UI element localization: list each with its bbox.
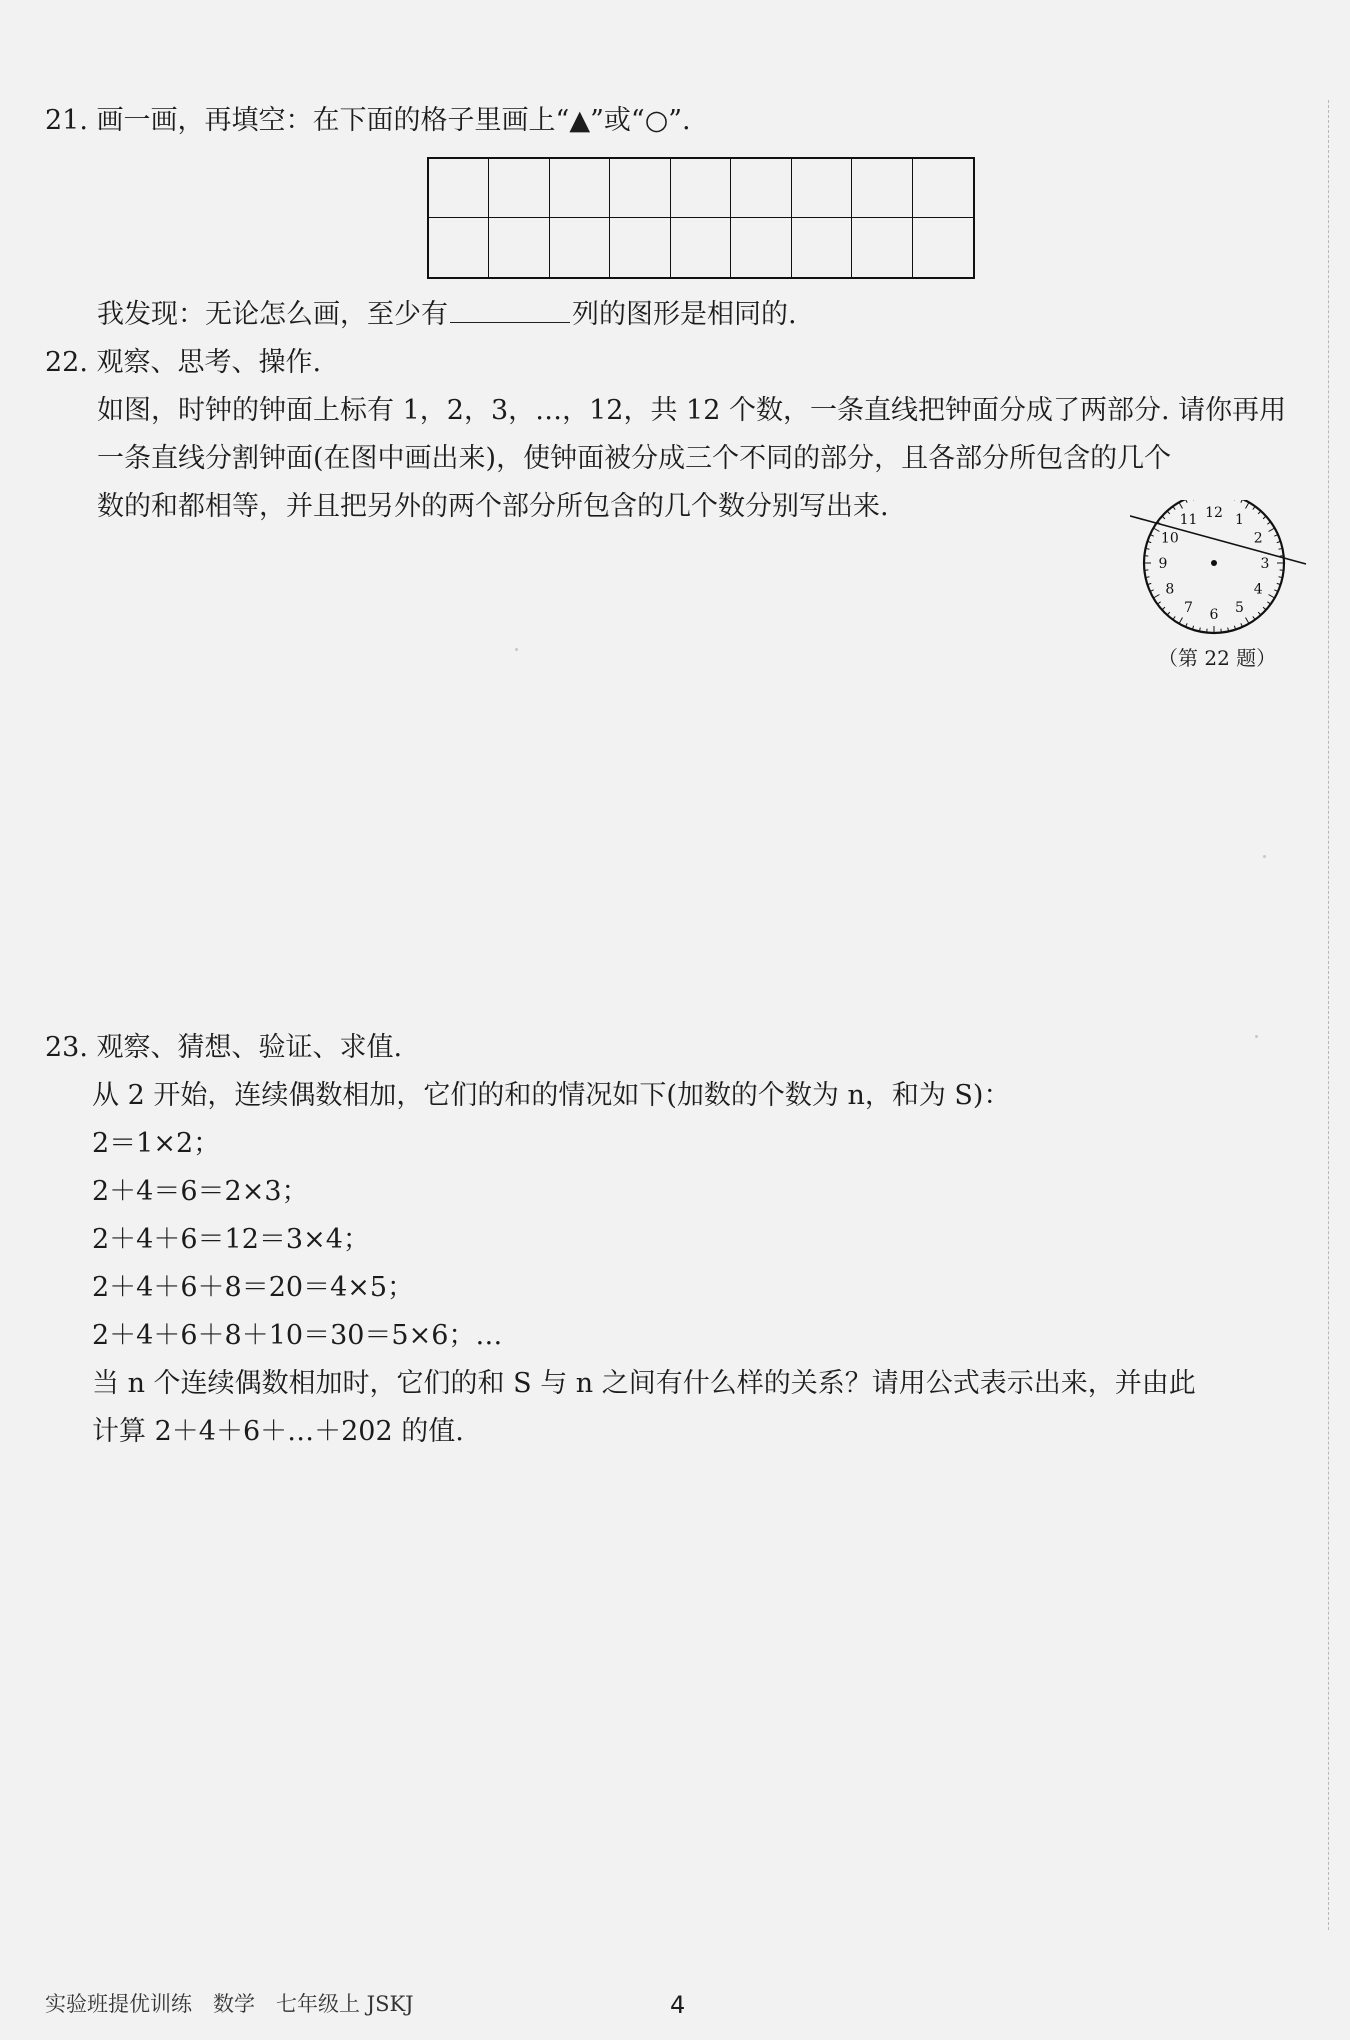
scan-speck: [515, 648, 518, 651]
page-margin-line: [1328, 100, 1329, 1930]
clock-number: 1: [1235, 511, 1244, 528]
clock-tick: [1179, 502, 1183, 508]
q22-text-line: 如图，时钟的钟面上标有 1，2，3，…，12，共 12 个数，一条直线把钟面分成了两部分. 请你再用: [97, 395, 1287, 426]
clock-number: 6: [1209, 607, 1219, 623]
grid-cell[interactable]: [913, 159, 973, 218]
clock-tick: [1258, 511, 1261, 514]
equation: 2＝1×2；: [92, 1128, 221, 1159]
clock-number: 11: [1179, 511, 1198, 528]
grid-cell[interactable]: [731, 218, 791, 277]
q23-question-line: 计算 2＋4＋6＋…＋202 的值.: [92, 1416, 464, 1447]
clock-number: 12: [1205, 505, 1223, 521]
grid-cell[interactable]: [429, 218, 489, 277]
clock-tick: [1186, 500, 1188, 503]
figure-caption: （第 22 题）: [1158, 646, 1277, 670]
clock-tick: [1153, 595, 1159, 599]
clock-number: 10: [1160, 530, 1179, 547]
q21-finding: [97, 296, 797, 333]
clock-tick: [1153, 528, 1159, 532]
clock-number: 7: [1184, 600, 1193, 617]
q23-title: 23. 观察、猜想、验证、求值.: [45, 1032, 403, 1063]
scan-speck: [1263, 855, 1266, 858]
scan-speck: [1255, 1035, 1258, 1038]
clock-number: 3: [1260, 556, 1270, 572]
grid-cell[interactable]: [429, 159, 489, 218]
clock-tick: [1269, 595, 1275, 599]
q23-question-line: 当 n 个连续偶数相加时，它们的和 S 与 n 之间有什么样的关系？请用公式表示出来，并由此: [92, 1368, 1196, 1399]
clock-number: 9: [1158, 556, 1168, 572]
equation: 2＋4＋6＋8＋10＝30＝5×6；…: [92, 1320, 503, 1351]
clock-tick: [1246, 618, 1250, 624]
footer-book-title: 实验班提优训练 数学 七年级上 JSKJ: [45, 1992, 414, 2016]
clock-number: 4: [1253, 581, 1263, 598]
clock-tick: [1162, 516, 1165, 519]
drawing-grid[interactable]: [427, 157, 975, 279]
q23-intro: 从 2 开始，连续偶数相加，它们的和的情况如下(加数的个数为 n，和为 S)：: [92, 1080, 1011, 1111]
clock-tick: [1263, 516, 1266, 519]
q22-text-line: 一条直线分割钟面(在图中画出来)，使钟面被分成三个不同的部分，且各部分所包含的几个: [97, 443, 1172, 474]
grid-cell[interactable]: [792, 159, 852, 218]
clock-tick: [1246, 502, 1250, 508]
clock-tick: [1258, 612, 1261, 615]
grid-cell[interactable]: [852, 159, 912, 218]
grid-cell[interactable]: [731, 159, 791, 218]
grid-cell[interactable]: [913, 218, 973, 277]
q21-finding-prefix: 我发现：无论怎么画，至少有: [97, 299, 448, 330]
clock-tick: [1162, 607, 1165, 610]
equation: 2＋4＝6＝2×3；: [92, 1176, 309, 1207]
grid-cell[interactable]: [550, 218, 610, 277]
clock-number: 8: [1165, 581, 1175, 598]
clock-tick: [1167, 511, 1170, 514]
q21-prompt: 21. 画一画，再填空：在下面的格子里画上“▲”或“○”.: [45, 105, 691, 136]
clock-tick: [1269, 528, 1275, 532]
clock-tick: [1179, 618, 1183, 624]
answer-blank[interactable]: [450, 296, 570, 323]
grid-cell[interactable]: [792, 218, 852, 277]
equation: 2＋4＋6＋8＝20＝4×5；: [92, 1272, 415, 1303]
grid-cell[interactable]: [852, 218, 912, 277]
grid-cell[interactable]: [489, 159, 549, 218]
clock-tick: [1241, 500, 1243, 503]
q22-title: 22. 观察、思考、操作.: [45, 347, 322, 378]
grid-cell[interactable]: [610, 159, 670, 218]
clock-number: 5: [1235, 600, 1244, 617]
page-number: 4: [670, 1991, 686, 2019]
grid-cell[interactable]: [671, 218, 731, 277]
q22-text-line: 数的和都相等，并且把另外的两个部分所包含的几个数分别写出来.: [97, 491, 889, 522]
grid-cell[interactable]: [489, 218, 549, 277]
clock-tick: [1167, 612, 1170, 615]
grid-cell[interactable]: [610, 218, 670, 277]
clock-number: 2: [1253, 530, 1263, 547]
grid-cell[interactable]: [671, 159, 731, 218]
equation: 2＋4＋6＝12＝3×4；: [92, 1224, 370, 1255]
grid-cell[interactable]: [550, 159, 610, 218]
clock-tick: [1263, 607, 1266, 610]
q21-finding-suffix: 列的图形是相同的.: [572, 299, 797, 330]
